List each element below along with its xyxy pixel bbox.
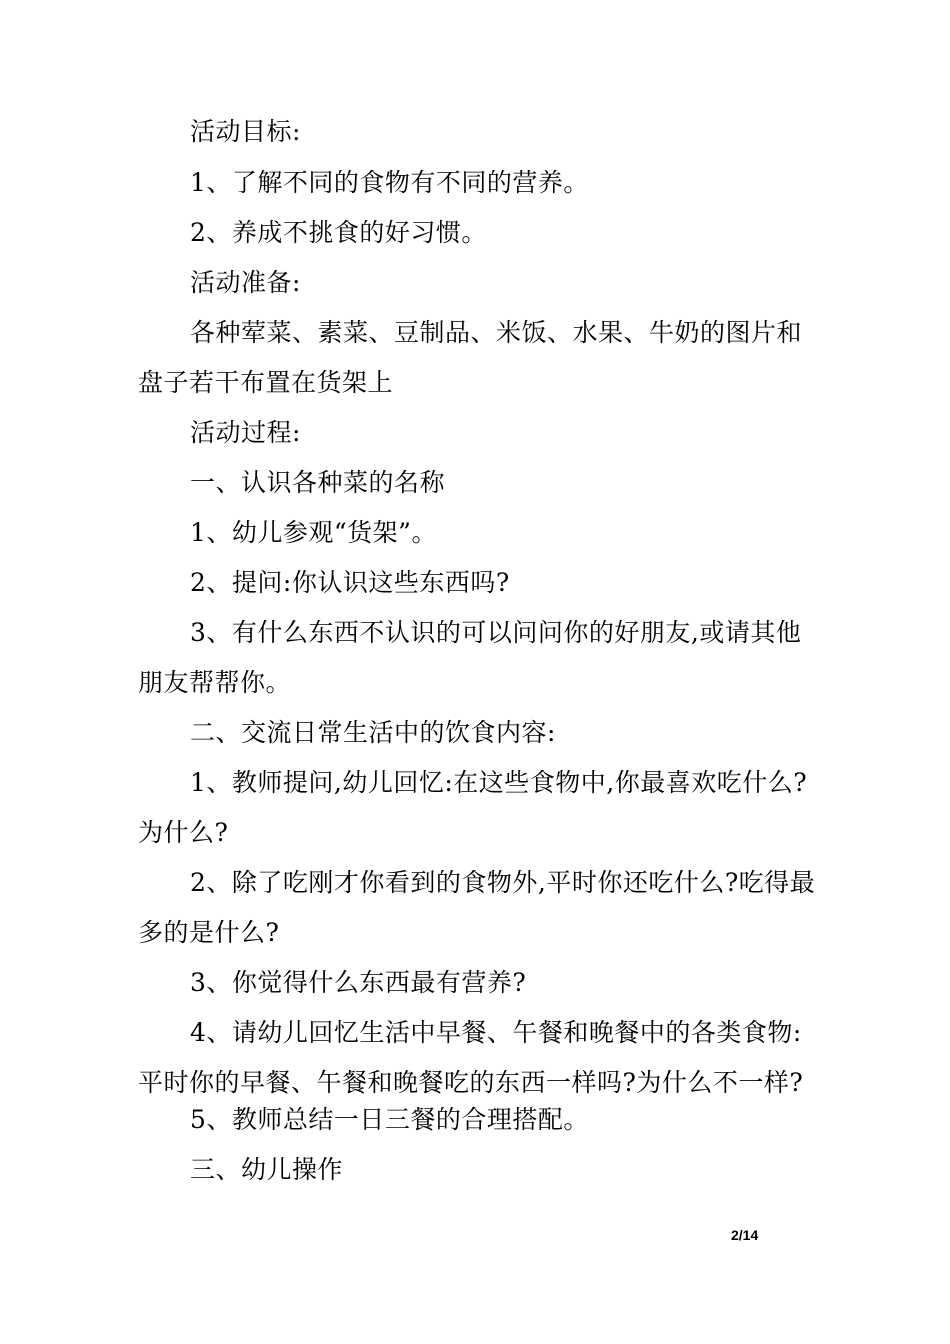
process-item-2-3: 3、你觉得什么东西最有营养? <box>190 968 527 997</box>
page-number: 2/14 <box>731 1227 759 1243</box>
process-item-1-3-line-1: 3、有什么东西不认识的可以问问你的好朋友,或请其他 <box>190 618 802 647</box>
process-item-2-1-line-2: 为什么? <box>138 818 229 847</box>
process-item-2-2-line-1: 2、除了吃刚才你看到的食物外,平时你还吃什么?吃得最 <box>190 868 816 897</box>
process-item-2-1-line-1: 1、教师提问,幼儿回忆:在这些食物中,你最喜欢吃什么? <box>190 768 808 797</box>
process-step-heading-2: 二、交流日常生活中的饮食内容: <box>190 718 556 747</box>
process-item-2-4-line-2: 平时你的早餐、午餐和晚餐吃的东西一样吗?为什么不一样? <box>138 1068 804 1097</box>
process-item-2-4-line-1: 4、请幼儿回忆生活中早餐、午餐和晚餐中的各类食物: <box>190 1018 802 1047</box>
process-item-2-5: 5、教师总结一日三餐的合理搭配。 <box>190 1105 589 1134</box>
goal-item-1: 1、了解不同的食物有不同的营养。 <box>190 168 589 197</box>
section-heading-process: 活动过程: <box>190 418 301 447</box>
section-heading-preparation: 活动准备: <box>190 268 301 297</box>
process-item-1-1: 1、幼儿参观“货架”。 <box>190 518 437 547</box>
preparation-text-line-2: 盘子若干布置在货架上 <box>138 368 394 397</box>
preparation-text-line-1: 各种荤菜、素菜、豆制品、米饭、水果、牛奶的图片和 <box>190 318 803 347</box>
process-step-heading-3: 三、幼儿操作 <box>190 1155 344 1184</box>
process-item-1-3-line-2: 朋友帮帮你。 <box>138 668 292 697</box>
process-item-2-2-line-2: 多的是什么? <box>138 918 280 947</box>
process-item-1-2: 2、提问:你认识这些东西吗? <box>190 568 510 597</box>
goal-item-2: 2、养成不挑食的好习惯。 <box>190 218 487 247</box>
section-heading-goals: 活动目标: <box>190 117 301 146</box>
process-step-heading-1: 一、认识各种菜的名称 <box>190 468 446 497</box>
